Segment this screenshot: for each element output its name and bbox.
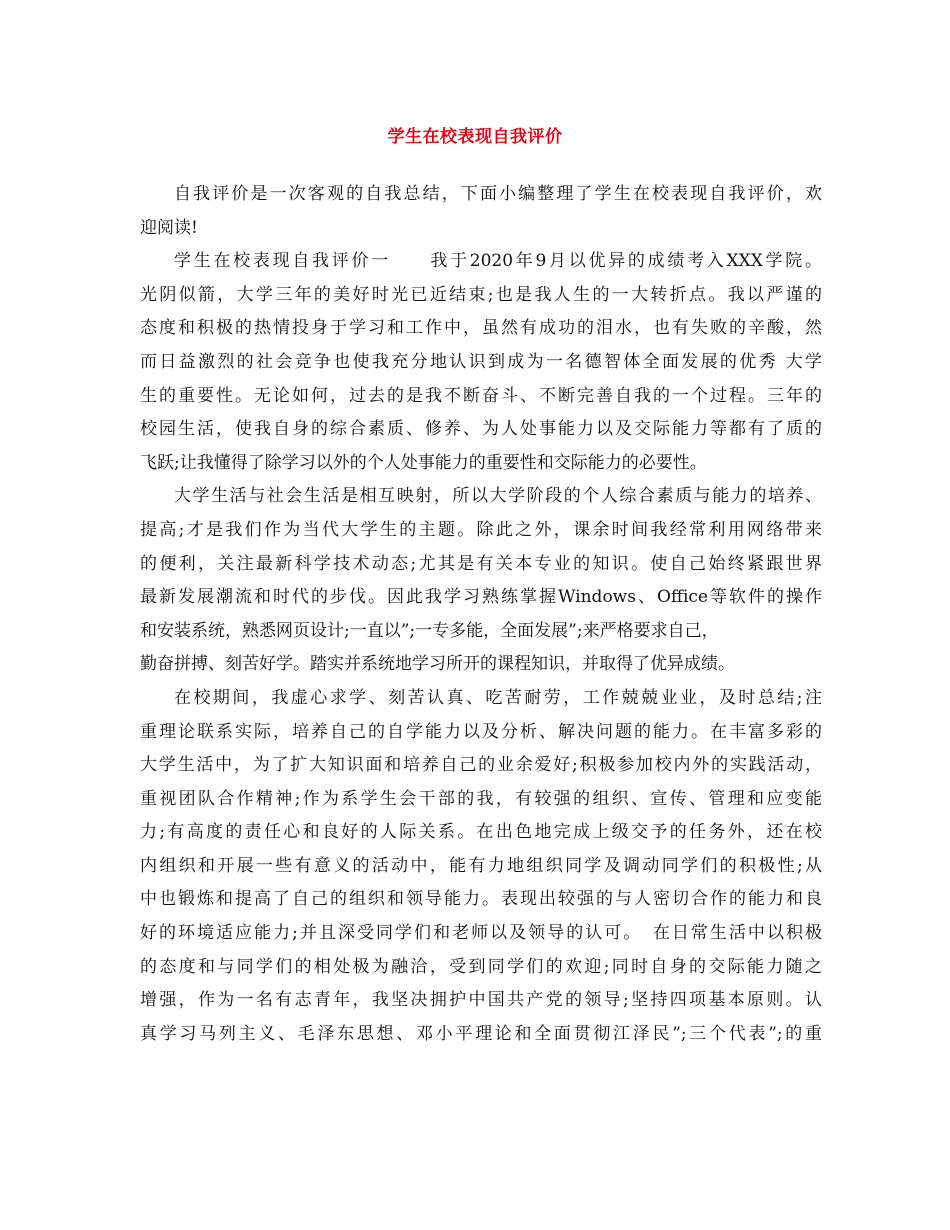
text-line: 的便利，关注最新科学技术动态;尤其是有关本专业的知识。使自己始终紧跟世界 xyxy=(140,553,822,574)
text-line: 勤奋拼搏、刻苦好学。踏实并系统地学习所开的课程知识，并取得了优异成绩。 xyxy=(140,654,735,675)
text-line: 大学生活中，为了扩大知识面和培养自己的业余爱好;积极参加校内外的实践活动， xyxy=(140,755,822,776)
text-line: 提高;才是我们作为当代大学生的主题。除此之外，课余时间我经常利用网络带来 xyxy=(140,519,822,540)
text-line: 力;有高度的责任心和良好的人际关系。在出色地完成上级交予的任务外，还在校 xyxy=(140,822,822,843)
text-line: 最新发展潮流和时代的步伐。因此我学习熟练掌握Windows、Office等软件的操作 xyxy=(140,587,822,608)
text-line: 真学习马列主义、毛泽东思想、邓小平理论和全面贯彻江泽民”;三个代表”;的重 xyxy=(140,1023,822,1044)
text-line: 增强，作为一名有志青年，我坚决拥护中国共产党的领导;坚持四项基本原则。认 xyxy=(140,990,822,1011)
text-line: 迎阅读! xyxy=(140,217,198,238)
text-line: 学生在校表现自我评价一 我于2020年9月以优异的成绩考入XXX学院。 xyxy=(174,251,822,272)
text-line: 态度和积极的热情投身于学习和工作中，虽然有成功的泪水，也有失败的辛酸，然 xyxy=(140,318,822,339)
document-body xyxy=(140,178,822,1051)
text-line: 内组织和开展一些有意义的活动中，能有力地组织同学及调动同学们的积极性;从 xyxy=(140,855,822,876)
document-title: 学生在校表现自我评价 xyxy=(387,127,563,147)
text-line: 好的环境适应能力;并且深受同学们和老师以及领导的认可。 在日常生活中以积极 xyxy=(140,923,822,944)
text-line: 自我评价是一次客观的自我总结，下面小编整理了学生在校表现自我评价，欢 xyxy=(174,184,822,204)
text-line: 生的重要性。无论如何，过去的是我不断奋斗、不断完善自我的一个过程。三年的 xyxy=(140,385,822,406)
text-line: 校园生活，使我自身的综合素质、修养、为人处事能力以及交际能力等都有了质的 xyxy=(140,419,822,440)
text-line: 大学生活与社会生活是相互映射，所以大学阶段的个人综合素质与能力的培养、 xyxy=(174,486,822,507)
text-line: 和安装系统，熟悉网页设计;一直以”;一专多能，全面发展”;来严格要求自己， xyxy=(140,620,719,641)
text-line: 而日益激烈的社会竞争也使我充分地认识到成为一名德智体全面发展的优秀 大学 xyxy=(140,351,822,372)
text-line: 的态度和与同学们的相处极为融洽，受到同学们的欢迎;同时自身的交际能力随之 xyxy=(140,956,822,977)
text-line: 中也锻炼和提高了自己的组织和领导能力。表现出较强的与人密切合作的能力和良 xyxy=(140,889,822,910)
text-line: 飞跃;让我懂得了除学习以外的个人处事能力的重要性和交际能力的必要性。 xyxy=(140,452,707,473)
text-line: 重理论联系实际，培养自己的自学能力以及分析、解决问题的能力。在丰富多彩的 xyxy=(140,721,822,742)
text-line: 在校期间，我虚心求学、刻苦认真、吃苦耐劳，工作兢兢业业，及时总结;注 xyxy=(174,687,822,708)
text-line: 重视团队合作精神;作为系学生会干部的我，有较强的组织、宣传、管理和应变能 xyxy=(140,788,822,809)
text-line: 光阴似箭，大学三年的美好时光已近结束;也是我人生的一大转折点。我以严谨的 xyxy=(140,284,822,305)
